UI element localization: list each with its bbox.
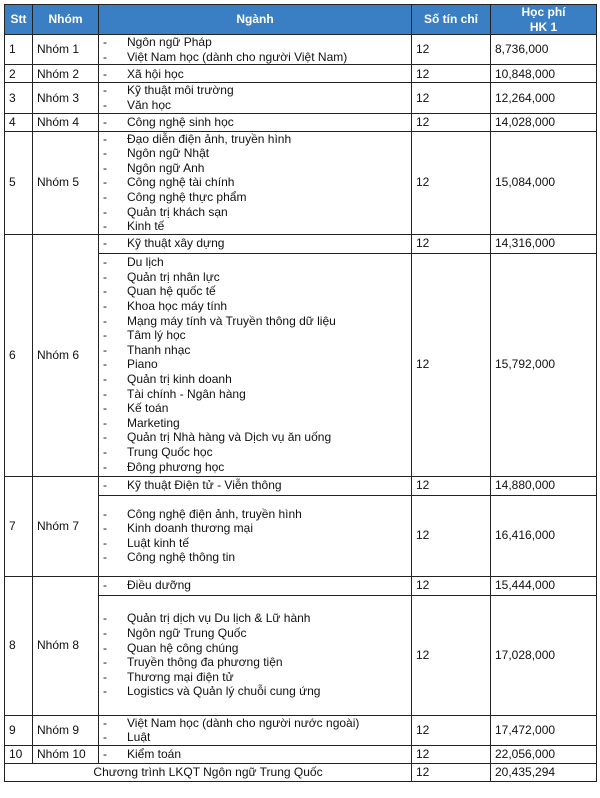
majors-cell bbox=[99, 83, 412, 113]
major-item: - Quan hệ quốc tế bbox=[103, 284, 407, 299]
major-item: - Việt Nam học (dành cho người Việt Nam) bbox=[103, 50, 407, 65]
group-cell: Nhóm 6 bbox=[33, 234, 99, 476]
major-item: - Thanh nhạc bbox=[103, 343, 407, 358]
major-item: - Luật bbox=[103, 730, 407, 745]
majors-list bbox=[103, 716, 407, 745]
table-row bbox=[5, 234, 597, 253]
major-item: - Marketing bbox=[103, 416, 407, 431]
major-item: - Công nghệ thực phẩm bbox=[103, 190, 407, 205]
major-item: - Tâm lý học bbox=[103, 328, 407, 343]
credits-cell: 12 bbox=[412, 745, 491, 763]
table-row bbox=[5, 715, 597, 745]
fee-cell: 8,736,000 bbox=[491, 35, 597, 65]
credits-cell: 12 bbox=[412, 65, 491, 83]
majors-cell bbox=[99, 595, 412, 715]
header-stt: Stt bbox=[5, 5, 33, 35]
fee-cell: 20,435,294 bbox=[491, 763, 597, 781]
major-item: - Du lịch bbox=[103, 255, 407, 270]
credits-cell: 12 bbox=[412, 476, 491, 495]
major-item: - Quan hệ công chúng bbox=[103, 641, 407, 656]
major-item: - Piano bbox=[103, 357, 407, 372]
major-item: - Kiểm toán bbox=[103, 747, 407, 762]
stt-cell: 4 bbox=[5, 113, 33, 131]
majors-cell bbox=[99, 234, 412, 253]
major-item: - Tài chính - Ngân hàng bbox=[103, 387, 407, 402]
major-item: - Luật kinh tế bbox=[103, 536, 407, 551]
major-item: - Kỹ thuật môi trường bbox=[103, 83, 407, 98]
credits-cell: 12 bbox=[412, 113, 491, 131]
credits-cell: 12 bbox=[412, 595, 491, 715]
major-item: - Truyền thông đa phương tiện bbox=[103, 655, 407, 670]
majors-list bbox=[103, 478, 407, 493]
stt-cell: 6 bbox=[5, 234, 33, 476]
fee-cell: 17,028,000 bbox=[491, 595, 597, 715]
major-item: - Quản trị kinh doanh bbox=[103, 372, 407, 387]
majors-cell bbox=[99, 253, 412, 476]
stt-cell: 1 bbox=[5, 35, 33, 65]
major-item: - Văn học bbox=[103, 98, 407, 113]
majors-list bbox=[103, 578, 407, 593]
credits-cell: 12 bbox=[412, 763, 491, 781]
stt-cell: 8 bbox=[5, 576, 33, 715]
major-item: - Đạo diễn điện ảnh, truyền hình bbox=[103, 132, 407, 147]
fee-cell: 10,848,000 bbox=[491, 65, 597, 83]
major-item: - Quản trị dịch vụ Du lịch & Lữ hành bbox=[103, 611, 407, 626]
table-row bbox=[5, 65, 597, 83]
table-body bbox=[5, 35, 597, 782]
major-item: - Công nghệ thông tin bbox=[103, 550, 407, 565]
major-item: - Thương mại điện tử bbox=[103, 670, 407, 685]
group-cell: Nhóm 1 bbox=[33, 35, 99, 65]
group-cell: Nhóm 9 bbox=[33, 715, 99, 745]
credits-cell: 12 bbox=[412, 576, 491, 595]
fee-cell: 15,084,000 bbox=[491, 131, 597, 234]
major-item: - Kinh tế bbox=[103, 219, 407, 234]
majors-list bbox=[103, 611, 407, 699]
credits-cell: 12 bbox=[412, 35, 491, 65]
major-item: - Quản trị nhân lực bbox=[103, 270, 407, 285]
majors-list bbox=[103, 83, 407, 112]
header-nganh: Ngành bbox=[99, 5, 412, 35]
majors-list bbox=[103, 35, 407, 64]
major-item: - Ngôn ngữ Anh bbox=[103, 161, 407, 176]
table-row bbox=[5, 745, 597, 763]
header-hoc-phi-line1: Học phí bbox=[521, 5, 566, 19]
tuition-table bbox=[4, 4, 597, 782]
credits-cell: 12 bbox=[412, 83, 491, 113]
majors-cell bbox=[99, 495, 412, 576]
fee-cell: 14,316,000 bbox=[491, 234, 597, 253]
major-item: - Công nghệ sinh học bbox=[103, 115, 407, 130]
major-item: - Xã hội học bbox=[103, 67, 407, 82]
header-hoc-phi bbox=[491, 5, 597, 35]
major-item: - Ngôn ngữ Nhật bbox=[103, 146, 407, 161]
fee-cell: 16,416,000 bbox=[491, 495, 597, 576]
major-item: - Việt Nam học (dành cho người nước ngoài) bbox=[103, 716, 407, 731]
header-so-tin-chi: Số tín chỉ bbox=[412, 5, 491, 35]
stt-cell: 7 bbox=[5, 476, 33, 576]
stt-cell: 5 bbox=[5, 131, 33, 234]
major-item: - Logistics và Quản lý chuỗi cung ứng bbox=[103, 684, 407, 699]
major-item: - Kỹ thuật xây dựng bbox=[103, 236, 407, 251]
major-item: - Đông phương học bbox=[103, 460, 407, 475]
group-cell: Nhóm 3 bbox=[33, 83, 99, 113]
table-row bbox=[5, 131, 597, 234]
table-row bbox=[5, 35, 597, 65]
group-cell: Nhóm 4 bbox=[33, 113, 99, 131]
majors-cell bbox=[99, 65, 412, 83]
group-cell: Nhóm 5 bbox=[33, 131, 99, 234]
group-cell: Nhóm 8 bbox=[33, 576, 99, 715]
major-item: - Trung Quốc học bbox=[103, 445, 407, 460]
total-row bbox=[5, 763, 597, 781]
majors-cell bbox=[99, 476, 412, 495]
group-cell: Nhóm 10 bbox=[33, 745, 99, 763]
major-item: - Kỹ thuật Điện tử - Viễn thông bbox=[103, 478, 407, 493]
major-item: - Khoa học máy tính bbox=[103, 299, 407, 314]
majors-list bbox=[103, 255, 407, 474]
fee-cell: 14,028,000 bbox=[491, 113, 597, 131]
stt-cell: 9 bbox=[5, 715, 33, 745]
header-row bbox=[5, 5, 597, 35]
fee-cell: 22,056,000 bbox=[491, 745, 597, 763]
table-row bbox=[5, 576, 597, 595]
group-cell: Nhóm 2 bbox=[33, 65, 99, 83]
majors-cell bbox=[99, 715, 412, 745]
major-item: - Ngôn ngữ Pháp bbox=[103, 35, 407, 50]
stt-cell: 2 bbox=[5, 65, 33, 83]
majors-cell bbox=[99, 745, 412, 763]
major-item: - Kinh doanh thương mại bbox=[103, 521, 407, 536]
majors-list bbox=[103, 132, 407, 234]
majors-list bbox=[103, 747, 407, 762]
majors-cell bbox=[99, 113, 412, 131]
major-item: - Công nghệ điện ảnh, truyền hình bbox=[103, 507, 407, 522]
fee-cell: 14,880,000 bbox=[491, 476, 597, 495]
table-row bbox=[5, 83, 597, 113]
fee-cell: 15,792,000 bbox=[491, 253, 597, 476]
majors-cell bbox=[99, 35, 412, 65]
credits-cell: 12 bbox=[412, 131, 491, 234]
majors-list bbox=[103, 507, 407, 565]
stt-cell: 3 bbox=[5, 83, 33, 113]
majors-cell bbox=[99, 131, 412, 234]
major-item: - Quản trị Nhà hàng và Dịch vụ ăn uống bbox=[103, 430, 407, 445]
majors-list bbox=[103, 236, 407, 251]
table-row bbox=[5, 476, 597, 495]
majors-list bbox=[103, 115, 407, 130]
table-row bbox=[5, 113, 597, 131]
stt-cell: 10 bbox=[5, 745, 33, 763]
header-nhom: Nhóm bbox=[33, 5, 99, 35]
credits-cell: 12 bbox=[412, 715, 491, 745]
majors-cell bbox=[99, 576, 412, 595]
major-item: - Điều dưỡng bbox=[103, 578, 407, 593]
credits-cell: 12 bbox=[412, 234, 491, 253]
header-hoc-phi-line2: HK 1 bbox=[529, 19, 558, 34]
group-cell: Nhóm 7 bbox=[33, 476, 99, 576]
major-item: - Kế toán bbox=[103, 401, 407, 416]
majors-list bbox=[103, 67, 407, 82]
fee-cell: 15,444,000 bbox=[491, 576, 597, 595]
major-item: - Công nghệ tài chính bbox=[103, 175, 407, 190]
program-label-cell: Chương trình LKQT Ngôn ngữ Trung Quốc bbox=[5, 763, 412, 781]
fee-cell: 12,264,000 bbox=[491, 83, 597, 113]
major-item: - Mạng máy tính và Truyền thông dữ liệu bbox=[103, 314, 407, 329]
major-item: - Ngôn ngữ Trung Quốc bbox=[103, 626, 407, 641]
credits-cell: 12 bbox=[412, 495, 491, 576]
fee-cell: 17,472,000 bbox=[491, 715, 597, 745]
credits-cell: 12 bbox=[412, 253, 491, 476]
major-item: - Quản trị khách sạn bbox=[103, 205, 407, 220]
